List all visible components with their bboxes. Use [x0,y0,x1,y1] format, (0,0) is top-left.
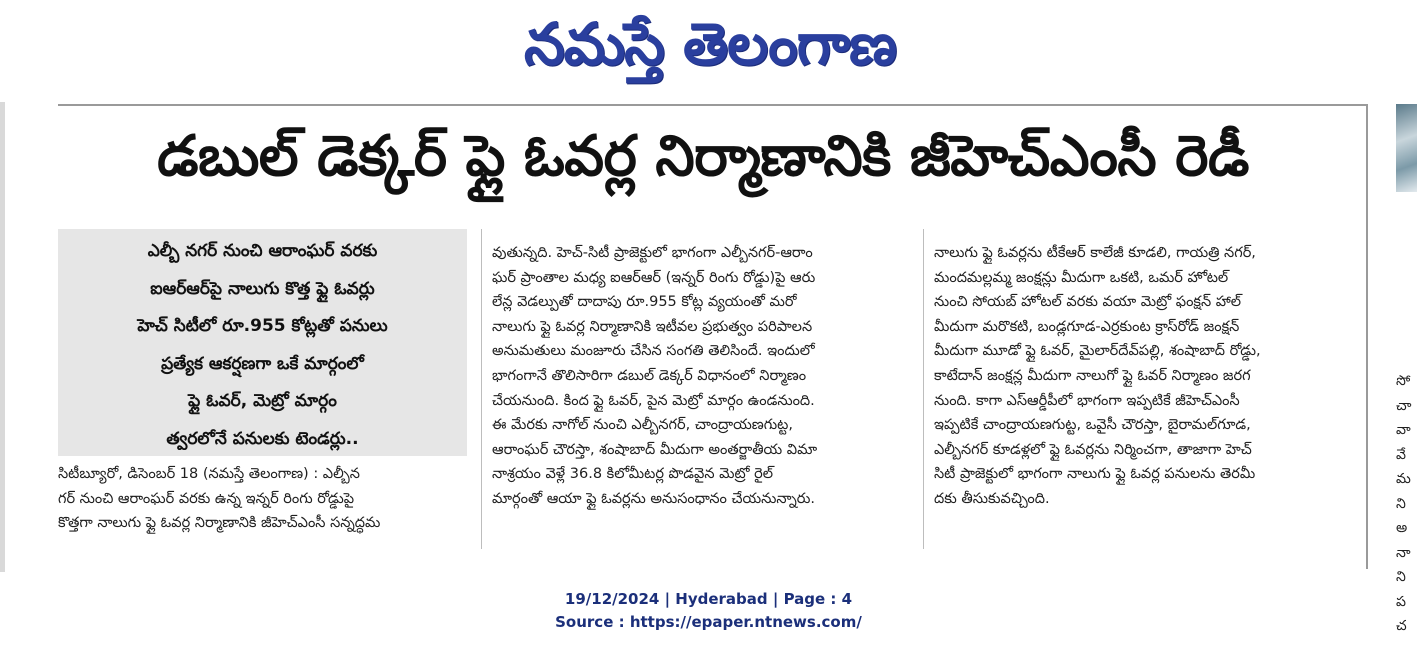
neighbor-line: ప [1396,593,1406,610]
body-line: నాలుగు ఫ్లై ఓవర్లను టీకేఆర్ కాలేజీ కూడలి, గాయత్రి నగర్, [934,245,1256,261]
neighbor-line: సో [1396,373,1411,389]
neighbor-line: ని [1396,495,1406,512]
article-headline: డబుల్ డెక్కర్ ఫ్లై ఓవర్ల నిర్మాణానికి జీహెచ్ఎంసీ రెడీ [157,124,1249,189]
body-line: వుతున్నది. హెచ్-సిటీ ప్రాజెక్టులో భాగంగా ఎల్బీనగర్-ఆరాం [492,245,813,261]
body-line: నాలుగు ఫ్లై ఓవర్ల నిర్మాణానికి ఇటీవల ప్రభుత్వం పరిపాలన [492,318,813,335]
neighbor-line: వా [1396,422,1411,438]
edition-info: 19/12/2024 | Hyderabad | Page : 4 [564,590,853,608]
top-rule [58,104,1366,106]
body-line: ఇప్పటికే చాంద్రాయణగుట్ట, ఒవైసీ చౌరస్తా, బైరామల్‌గూడ, [934,417,1251,434]
body-line: మందమల్లమ్మ జంక్షన్లు మీదుగా ఒకటి, ఒమర్ హోటల్ [934,269,1229,286]
body-line: నాశ్రయం వెళ్లే 36.8 కిలోమీటర్ల పొడవైన మెట్రో రైల్ [492,466,774,483]
body-line: చేయనుంది. కింద ఫ్లై ఓవర్, పైన మెట్రో మార్గం ఉండనుంది. [492,392,815,409]
body-line: మీదుగా మరొకటి, బండ్లగూడ-ఎర్రకుంట క్రాస్‌రోడ్ జంక్షన్ [934,318,1240,335]
neighbor-line: చా [1396,397,1412,414]
body-line: దకు తీసుకువచ్చింది. [934,490,1050,507]
body-line: కాటేదాన్ జంక్షన్ల మీదుగా నాలుగో ఫ్లై ఓవర్ నిర్మాణం జరగ [934,367,1251,384]
body-line: గర్ నుంచి ఆరాంఘర్ వరకు ఉన్న ఇన్నర్ రింగు రోడ్డుపై [58,490,355,507]
body-line: నుంది. కాగా ఎస్ఆర్డీపీలో భాగంగా ఇప్పటికే జీహెచ్ఎంసీ [934,392,1240,409]
neighbor-article-fragment [1372,104,1417,634]
summary-line: ప్రత్యేక ఆకర్షణగా ఒకే మార్గంలో [161,353,364,374]
body-line: భాగంగానే తొలిసారిగా డబుల్ డెక్కర్ విధానంలో నిర్మాణం [492,367,807,384]
summary-line: ఎల్బీ నగర్ నుంచి ఆరాంఘర్ వరకు [147,241,378,261]
summary-line: ఐఆర్ఆర్‌పై నాలుగు కొత్త ఫ్లై ఓవర్లు [150,278,375,299]
masthead-logo: నమస్తే తెలంగాణ [524,10,896,78]
neighbor-photo [1396,104,1417,192]
body-line: ఘర్ ప్రాంతాల మధ్య ఐఆర్ఆర్ (ఇన్నర్ రింగు రోడ్డు)పై ఆరు [492,269,816,286]
article-column-3 [934,241,1354,512]
page-right-rule [1366,104,1368,569]
body-line: సిటీ ప్రాజెక్టులో భాగంగా నాలుగు ఫ్లై ఓవర్ల పనులను తెరమీ [934,466,1256,483]
body-line: లేన్ల వెడల్పుతో దాదాపు రూ.955 కోట్ల వ్యయంతో మరో [492,294,797,311]
summary-line: త్వరలోనే పనులకు టెండర్లు.. [166,428,359,449]
neighbor-line: ని [1396,569,1406,585]
body-line: ఆరాంఘర్ చౌరస్తా, శంషాబాద్ మీదుగా అంతర్జాతీయ విమా [492,441,818,458]
neighbor-line: మ [1396,471,1411,487]
body-line: ఎల్బీనగర్ కూడళ్లలో ఫ్లై ఓవర్లను నిర్మించగా, తాజాగా హెచ్ [934,441,1252,458]
summary-line: హెచ్ సిటీలో రూ.955 కోట్లతో పనులు [137,316,388,336]
body-line: సిటీబ్యూరో, డిసెంబర్ 18 (నమస్తే తెలంగాణ) : ఎల్బీన [58,466,360,482]
body-line: ఈ మేరకు నాగోల్ నుంచి ఎల్బీనగర్, చాంద్రాయణగుట్ట, [492,417,793,434]
neighbor-line: వే [1396,446,1406,463]
neighbor-line: అ [1396,520,1408,536]
article-column-1 [58,462,470,536]
column-rule [923,229,924,549]
neighbor-line: నా [1396,544,1411,561]
source-link[interactable]: Source : https://epaper.ntnews.com/ [555,613,862,631]
summary-line: ఫ్లై ఓవర్, మెట్రో మార్గం [188,391,337,411]
summary-box [58,229,467,456]
neighbor-line: చ [1396,618,1407,634]
article-column-2 [492,241,912,512]
body-line: అనుమతులు మంజూరు చేసిన సంగతి తెలిసిందే. ఇందులో [492,343,815,360]
left-edge-mark [0,102,5,572]
page-footer [0,588,1417,634]
body-line: మార్గంతో ఆయా ఫ్లై ఓవర్లను అనుసంధానం చేయనున్నారు. [492,490,815,507]
body-line: నుంచి సోయబ్ హోటల్ వరకు వయా మెట్రో ఫంక్షన్ హాల్ [934,294,1242,311]
body-line: మీదుగా మూడో ఫ్లై ఓవర్, మైలార్‌దేవ్‌పల్లి, శంషాబాద్ రోడ్డు, [934,343,1261,360]
body-line: కొత్తగా నాలుగు ఫ్లై ఓవర్ల నిర్మాణానికి జీహెచ్ఎంసీ సన్నద్ధమ [58,515,381,532]
column-rule [481,229,482,549]
